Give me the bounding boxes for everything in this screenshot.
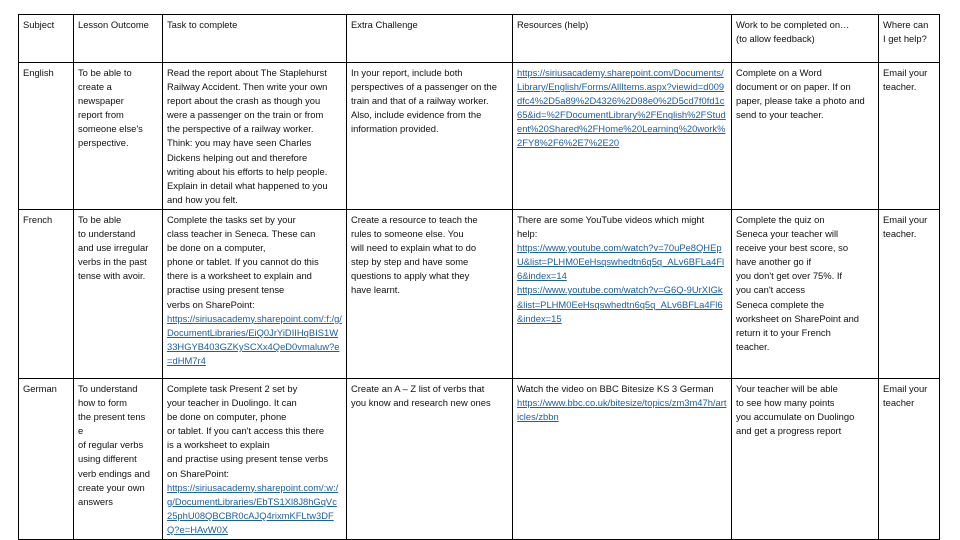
english-resources-link[interactable]: https://siriusacademy.sharepoint.com/Documents/Library/English/Forms/AllItems.aspx?viewid=d009dfc4%2D5a89%2D4326%2D98e0%2D5cd7f0fd1c65&id=%2FDocumentLibrary%2FEnglish%2FStudent%20Shared%2FHome%20Learning%20work%2FY8%2F6%2E7%2E20 xyxy=(517,67,726,149)
table-row-english xyxy=(19,63,940,210)
outcome-cell: To be able to create a newspaper report from someone else's perspective. xyxy=(74,63,163,210)
subject-cell: French xyxy=(19,209,74,378)
help-cell: Email your teacher xyxy=(879,378,940,539)
resources-cell xyxy=(513,63,732,210)
task-cell: Read the report about The Staplehurst Railway Accident. Then write your own report about the crash as though you were a passenger on the train or from the perspective of a railway worker. Think: you may have seen Charles Dickens helping out and therefore writing about his efforts to help people. Explain in detail what happened to you and how you felt. xyxy=(163,63,347,210)
help-cell: Email your teacher. xyxy=(879,209,940,378)
header-resources: Resources (help) xyxy=(513,15,732,63)
extra-cell: Create an A – Z list of verbs that you know and research new ones xyxy=(347,378,513,539)
resources-cell: Watch the video on BBC Bitesize KS 3 German https://www.bbc.co.uk/bitesize/topics/zm3m47h/articles/zbbn xyxy=(513,378,732,539)
work-cell: Your teacher will be able to see how many points you accumulate on Duolingo and get a progress report xyxy=(732,378,879,539)
work-cell: Complete on a Word document or on paper. If on paper, please take a photo and send to your teacher. xyxy=(732,63,879,210)
outcome-cell: To be able to understand and use irregular verbs in the past tense with avoir. xyxy=(74,209,163,378)
subject-cell: English xyxy=(19,63,74,210)
outcome-cell: To understand how to form the present tens e of regular verbs using different verb endings and create your own answers xyxy=(74,378,163,539)
header-lesson-outcome: Lesson Outcome xyxy=(74,15,163,63)
table-row-german xyxy=(19,378,940,539)
header-subject: Subject xyxy=(19,15,74,63)
task-cell: Complete the tasks set by your class teacher in Seneca. These can be done on a computer, phone or tablet. If you cannot do this there is a worksheet to explain and practise using present tense verbs on SharePoint: https://siriusacademy.sharepoint.com/:f:/g/DocumentLibraries/EiQ0JrYiDIIHqBIS1W33HGYB403GZKySCXx4QeD0vmaluw?e=dHM7r4 xyxy=(163,209,347,378)
bbc-bitesize-link[interactable]: https://www.bbc.co.uk/bitesize/topics/zm3m47h/articles/zbbn xyxy=(517,397,727,423)
german-sharepoint-link[interactable]: https://siriusacademy.sharepoint.com/:w:/g/DocumentLibraries/EbTS1Xl8J8hGqVc25phU08QBCBR0cAJQ4rixmKFLtw3DFQ?e=HAvW0X xyxy=(167,481,339,535)
extra-cell: Create a resource to teach the rules to someone else. You will need to explain what to do step by step and have some questions to apply what they have learnt. xyxy=(347,209,513,378)
youtube-link-2[interactable]: https://www.youtube.com/watch?v=G6Q-9UrXIGk&list=PLHM0EeHsqswhedtn6q5q_ALv6BFLa4Fl6&index=15 xyxy=(517,284,723,324)
header-work-completed-on: Work to be completed on… (to allow feedback) xyxy=(732,15,879,63)
homework-table xyxy=(18,14,940,540)
work-cell: Complete the quiz on Seneca your teacher will receive your best score, so have another go if you don't get over 75%. If you can't access Seneca complete the worksheet on SharePoint and return it to your French teacher. xyxy=(732,209,879,378)
french-sharepoint-link[interactable]: https://siriusacademy.sharepoint.com/:f:/g/DocumentLibraries/EiQ0JrYiDIIHqBIS1W33HGYB403GZKySCXx4QeD0vmaluw?e=dHM7r4 xyxy=(167,312,342,366)
task-cell: Complete task Present 2 set by your teacher in Duolingo. It can be done on computer, phone or tablet. If you can't access this there is a worksheet to explain and practise using present tense verbs on SharePoint: https://siriusacademy.sharepoint.com/:w:/g/DocumentLibraries/EbTS1Xl8J8hGqVc25phU08QBCBR0cAJQ4rixmKFLtw3DFQ?e=HAvW0X xyxy=(163,378,347,539)
resources-cell: There are some YouTube videos which might help: https://www.youtube.com/watch?v=70uPe8QHEpU&list=PLHM0EeHsqswhedtn6q5q_ALv6BFLa4Fl6&index=14 https://www.youtube.com/watch?v=G6Q-9UrXIGk&list=PLHM0EeHsqswhedtn6q5q_ALv6BFLa4Fl6&index=15 xyxy=(513,209,732,378)
header-row xyxy=(19,15,940,63)
youtube-link-1[interactable]: https://www.youtube.com/watch?v=70uPe8QHEpU&list=PLHM0EeHsqswhedtn6q5q_ALv6BFLa4Fl6&index=14 xyxy=(517,242,725,282)
header-extra-challenge: Extra Challenge xyxy=(347,15,513,63)
help-cell: Email your teacher. xyxy=(879,63,940,210)
table-row-french xyxy=(19,209,940,378)
header-where-help: Where can I get help? xyxy=(879,15,940,63)
header-task: Task to complete xyxy=(163,15,347,63)
subject-cell: German xyxy=(19,378,74,539)
extra-cell: In your report, include both perspectives of a passenger on the train and that of a railway worker. Also, include evidence from the information provided. xyxy=(347,63,513,210)
